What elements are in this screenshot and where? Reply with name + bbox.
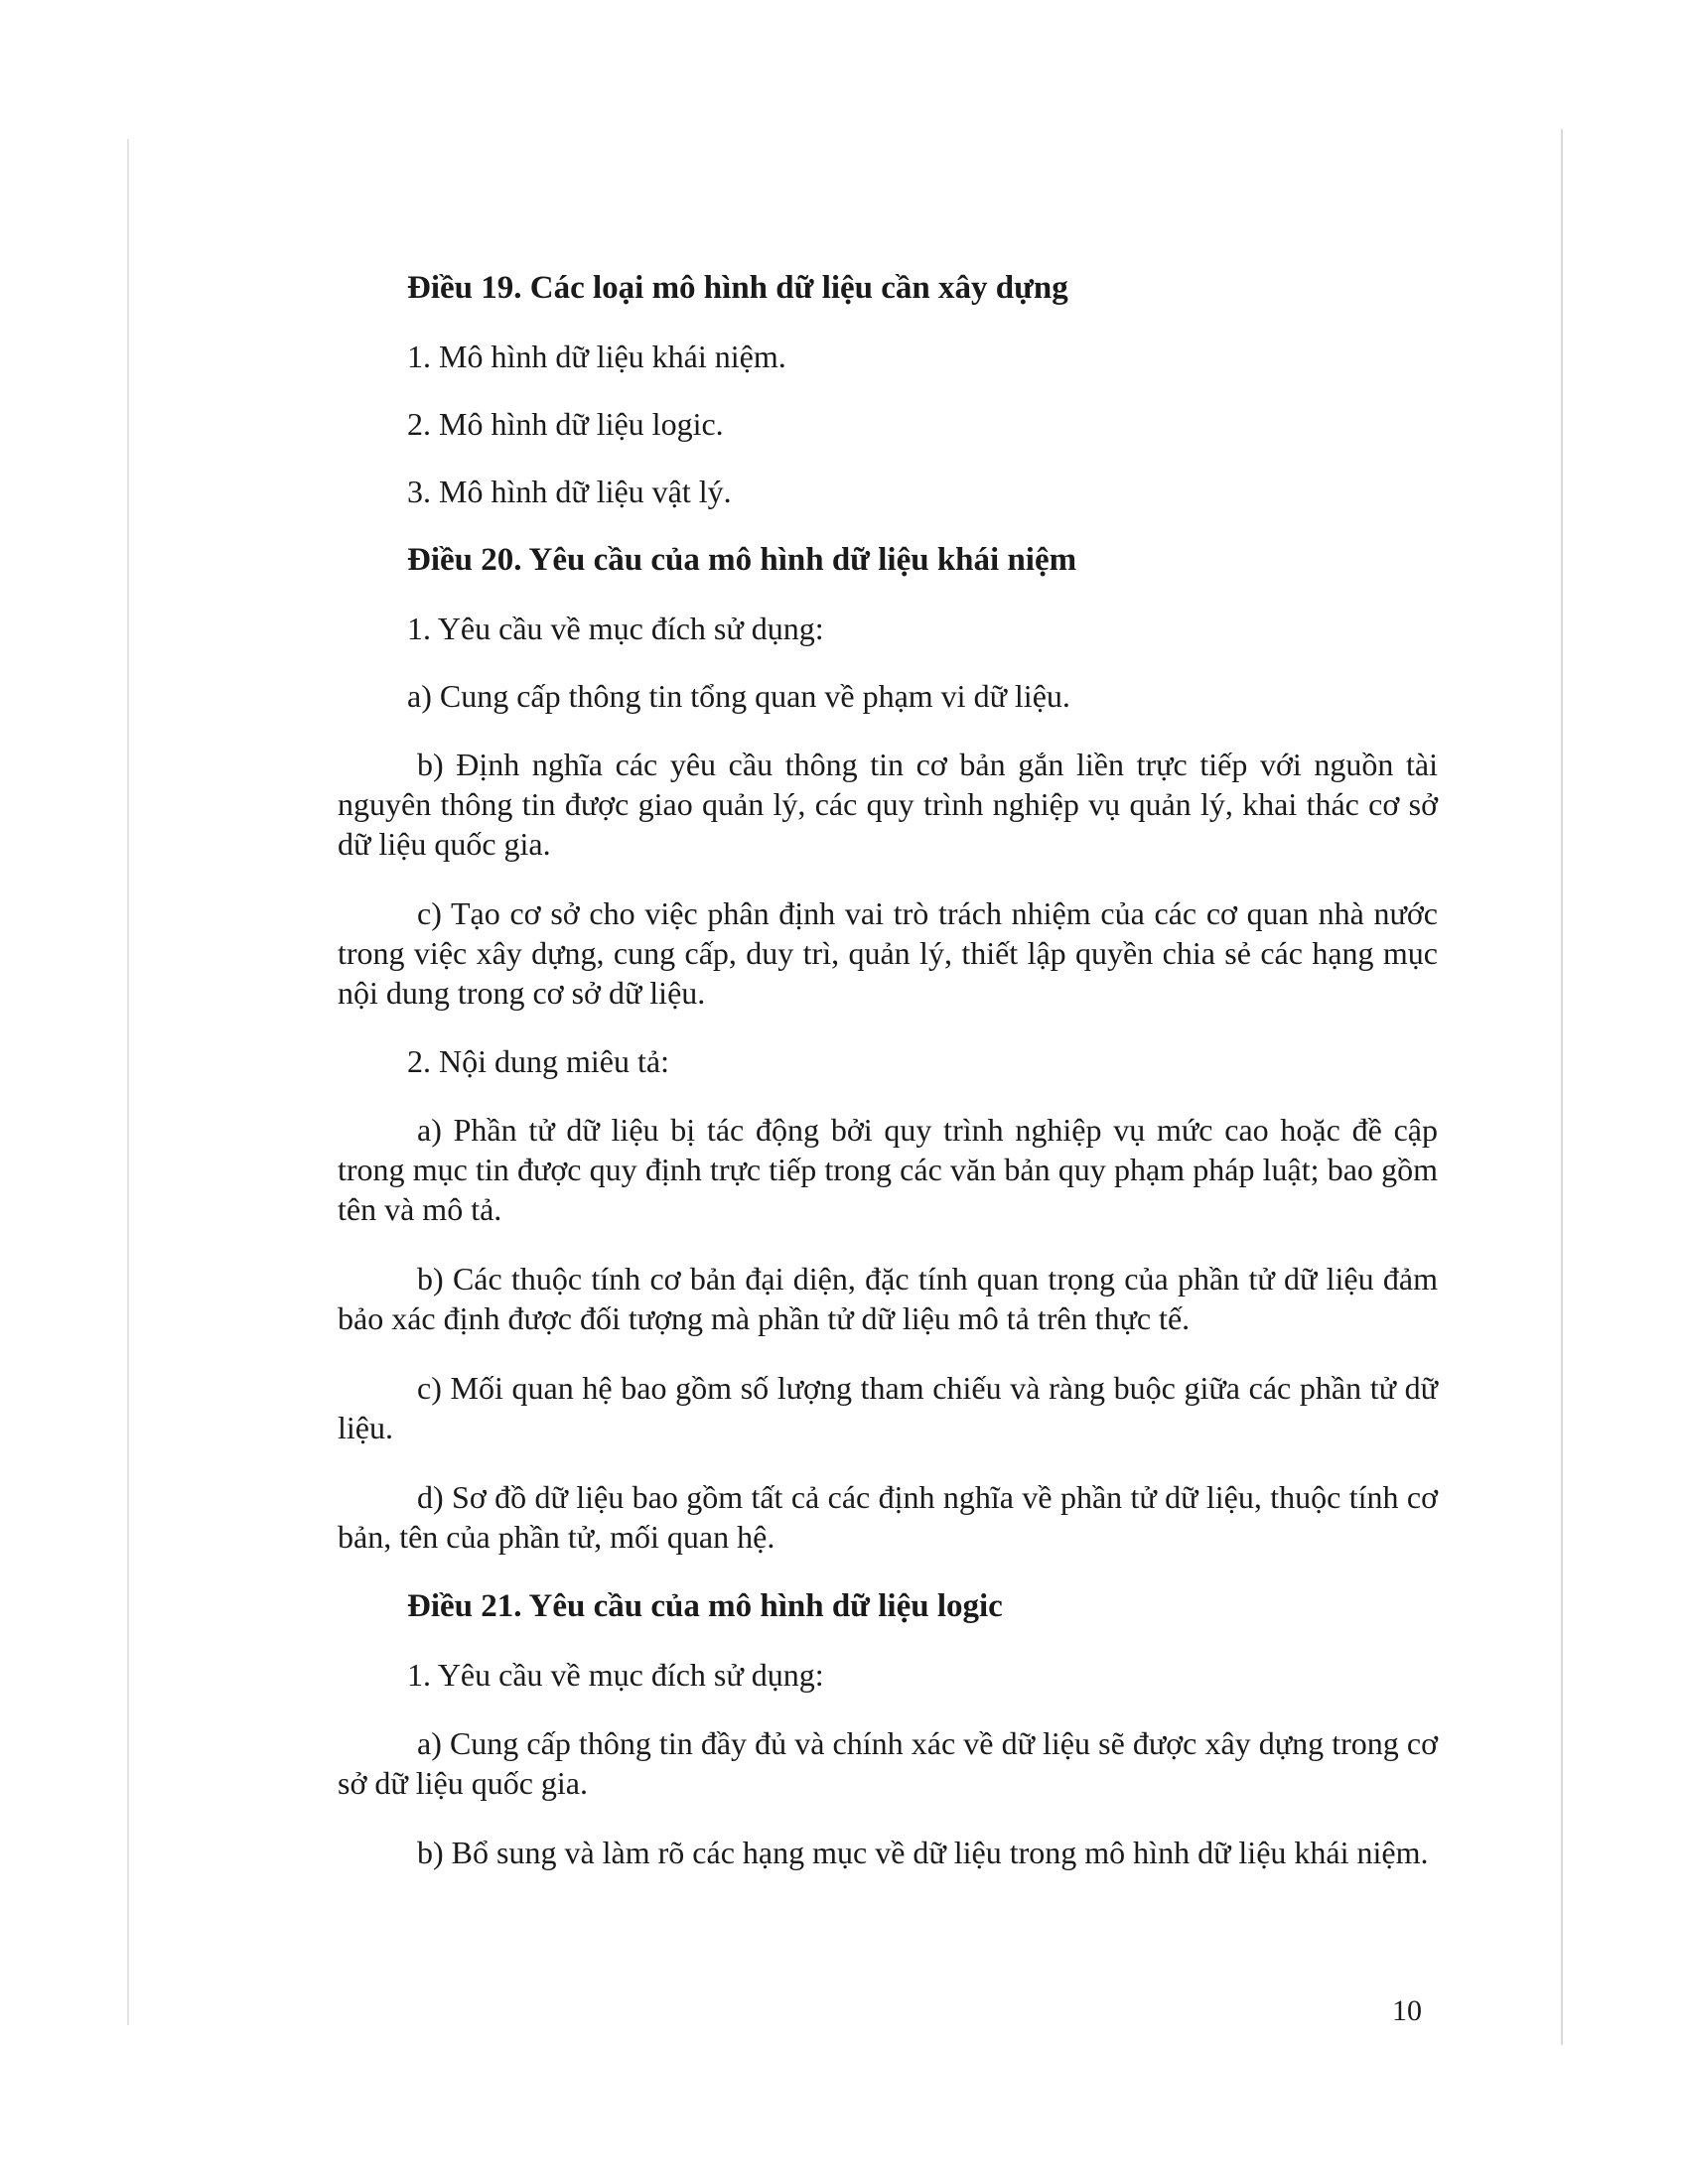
article-19-heading: Điều 19. Các loại mô hình dữ liệu cần xây dựng	[407, 270, 1068, 306]
article-20-purpose-title: 1. Yêu cầu về mục đích sử dụng:	[407, 611, 824, 646]
document-body	[328, 268, 1438, 1902]
article-20-content-a: a) Phần tử dữ liệu bị tác động bởi quy trình nghiệp vụ mức cao hoặc đề cập trong mục tin được quy định trực tiếp trong các văn bản quy phạm pháp luật; bao gồm tên và mô tả.	[338, 1112, 1438, 1227]
page-number: 10	[1392, 1994, 1422, 2027]
article-19-item-1: 1. Mô hình dữ liệu khái niệm.	[407, 339, 786, 374]
article-20-content-d: d) Sơ đồ dữ liệu bao gồm tất cả các định nghĩa về phần tử dữ liệu, thuộc tính cơ bản, tên của phần tử, mối quan hệ.	[338, 1479, 1438, 1555]
article-21-purpose-title: 1. Yêu cầu về mục đích sử dụng:	[407, 1657, 824, 1693]
article-20-content-c: c) Mối quan hệ bao gồm số lượng tham chiếu và ràng buộc giữa các phần tử dữ liệu.	[338, 1370, 1438, 1445]
scan-artifact-left	[127, 139, 129, 2025]
article-21-purpose-a: a) Cung cấp thông tin đầy đủ và chính xác về dữ liệu sẽ được xây dựng trong cơ sở dữ liệu quốc gia.	[338, 1725, 1438, 1801]
scan-artifact-right	[1561, 129, 1563, 2045]
article-19-item-2: 2. Mô hình dữ liệu logic.	[407, 406, 724, 442]
article-20-content-title: 2. Nội dung miêu tả:	[407, 1043, 669, 1079]
article-20-purpose-a: a) Cung cấp thông tin tổng quan về phạm vi dữ liệu.	[407, 678, 1070, 714]
article-21-heading: Điều 21. Yêu cầu của mô hình dữ liệu logic	[407, 1588, 1003, 1624]
article-20-purpose-c: c) Tạo cơ sở cho việc phân định vai trò trách nhiệm của các cơ quan nhà nước trong việc xây dựng, cung cấp, duy trì, quản lý, thiết lập quyền chia sẻ các hạng mục nội dung trong cơ sở dữ liệu.	[338, 895, 1438, 1011]
article-20-purpose-b: b) Định nghĩa các yêu cầu thông tin cơ bản gắn liền trực tiếp với nguồn tài nguyên thông tin được giao quản lý, các quy trình nghiệp vụ quản lý, khai thác cơ sở dữ liệu quốc gia.	[338, 747, 1438, 862]
article-20-heading: Điều 20. Yêu cầu của mô hình dữ liệu khái niệm	[407, 542, 1077, 578]
article-19-item-3: 3. Mô hình dữ liệu vật lý.	[407, 474, 732, 509]
article-20-content-b: b) Các thuộc tính cơ bản đại diện, đặc tính quan trọng của phần tử dữ liệu đảm bảo xác định được đối tượng mà phần tử dữ liệu mô tả trên thực tế.	[338, 1261, 1438, 1336]
article-21-purpose-b: b) Bổ sung và làm rõ các hạng mục về dữ liệu trong mô hình dữ liệu khái niệm.	[417, 1835, 1429, 1870]
